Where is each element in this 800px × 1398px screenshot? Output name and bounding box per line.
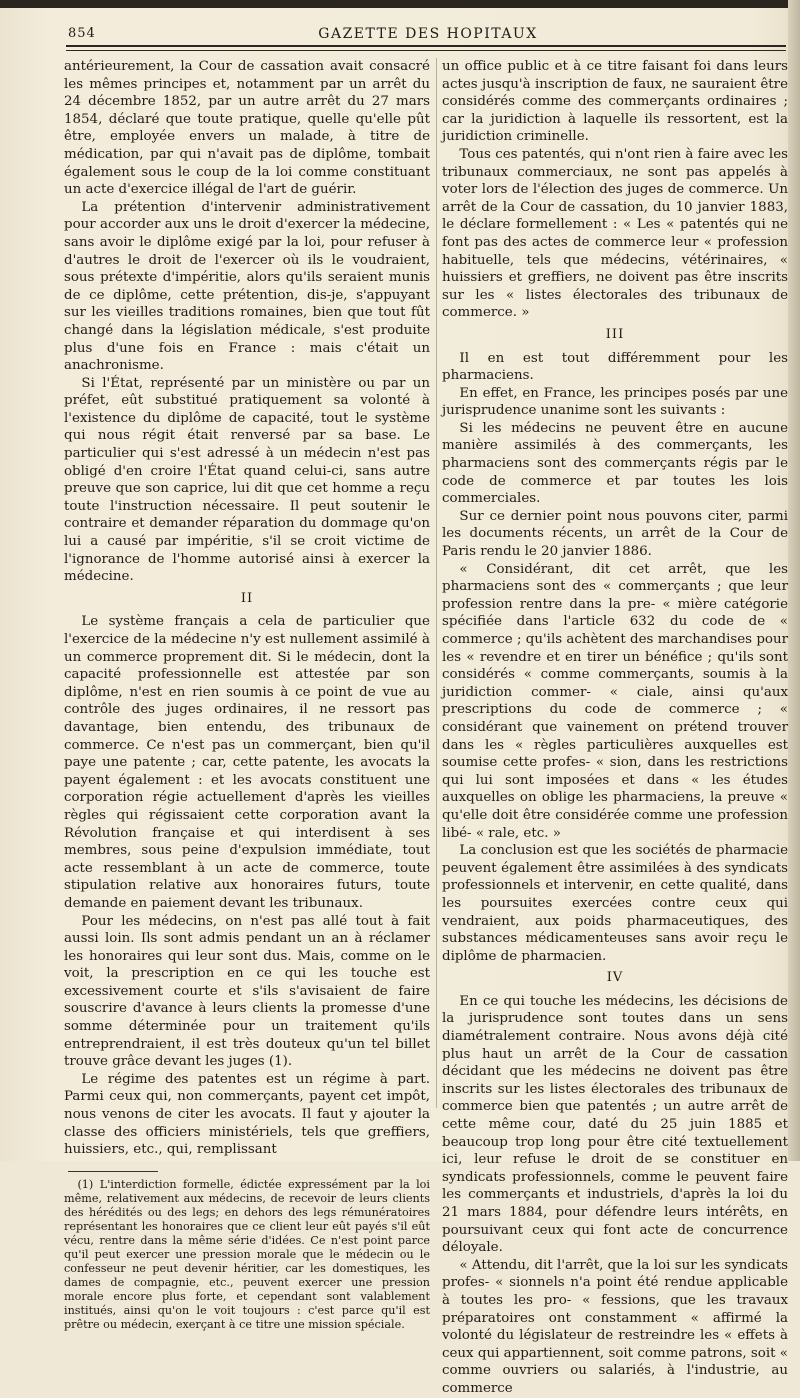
header-rule xyxy=(66,45,786,51)
section-heading-ii: II xyxy=(240,590,254,606)
page-edge xyxy=(788,0,800,1161)
paragraph: Le système français a cela de particulier que l'exercice de la médecine n'y est nullement assimilé à un commerce proprement dit. Si le médecin, dont la capacité professionnelle est attestée par son diplôme, n'est en rien soumis à ce point de vue au contrôle des juges ordinaires, il ne ressort pas davantage, bien entendu, des tribunaux de commerce. Ce n'est pas un commerçant, bien qu'il paye une patente ; car, cette patente, les avocats la payent également : et les avocats constituent une corporation régie actuellement d'après les vieilles règles qui régissaient cette corporation avant la Révolution française et qui interdisent à ses membres, sous peine d'expulsion immédiate, tout acte ressemblant à un acte de commerce, toute stipulation relative aux honoraires futurs, toute demande en paiement devant les tribunaux. xyxy=(64,614,430,911)
page-number: 854 xyxy=(68,26,96,41)
paragraph: La conclusion est que les sociétés de pharmacie peuvent également être assimilées à des syndicats professionnels et intervenir, en cette qualité, dans les poursuites exercées contre ceux qui vendraient, aux poids pharmaceutiques, des substances médicamenteuses sans avoir reçu le diplôme de pharmacien. xyxy=(442,843,788,964)
section-heading-iii: III xyxy=(605,326,625,342)
paragraph: Si les médecins ne peuvent être en aucune manière assimilés à des commerçants, les pharmaciens sont des commerçants régis par le code de commerce et par toutes les lois commerciales. xyxy=(442,420,788,507)
paragraph: un office public et à ce titre faisant foi dans leurs actes jusqu'à inscription de faux, ne sauraient être considérés comme des commerçants ordinaires ; car la juridiction à laquelle ils ressortent, est la juridiction criminelle. xyxy=(442,59,788,145)
footnote-text: (1) L'interdiction formelle, édictée expressément par la loi même, relativement aux médecins, de recevoir de leurs clients des hérédités ou des legs; en dehors des legs rémunératoires représentant les honoraires que ce client leur eût payés s'il eût vécu, rentre dans la même série d'idées. Ce n'est point parce qu'il peut exercer une pression morale que le médecin ou le confesseur ne peut devenir héritier, car les domestiques, les dames de compagnie, etc., peuvent exercer une pression morale encore plus forte, et cependant sont valablement institués, ainsi qu'on le voit toujours : c'est parce qu'il est prêtre ou médecin, exerçant à ce titre une mission spéciale. xyxy=(64,1177,430,1331)
quotation: « Considérant, dit cet arrêt, que les pharmaciens sont des « commerçants ; que leur profession rentre dans la pre- « mière catégorie spécifiée dans l'article 632 du code de « commerce ; qu'ils achètent des marchandises pour les « revendre et en tirer un bénéfice ; qu'ils sont considérés « comme commerçants, soumis à la juridiction commer- « ciale, ainsi qu'aux prescriptions du code de commerce ; « considérant que vainement on prétend trouver dans les « règles particulières auxquelles est soumise cette profes- « sion, dans les restrictions qui lui sont imposées et dans « les études auxquelles on oblige les pharmaciens, la preuve « qu'elle doit être considérée comme une profession libé- « rale, etc. » xyxy=(442,561,788,841)
scan-top-border xyxy=(0,0,800,8)
footnote xyxy=(64,1178,430,1332)
paragraph: Pour les médecins, on n'est pas allé tout à fait aussi loin. Ils sont admis pendant un an à réclamer les honoraires qui leur sont dus. Mais, comme on le voit, la prescription en ce qui les touche est excessivement courte et s'ils s'avisaient de faire souscrire d'avance à leurs clients la promesse d'une somme déterminée pour un traitement qu'ils entreprendraient, il est très douteux qu'un tel billet trouve grâce devant les juges (1). xyxy=(64,913,430,1070)
right-column xyxy=(442,58,788,1398)
paragraph: Tous ces patentés, qui n'ont rien à faire avec les tribunaux commerciaux, ne sont pas appelés à voter lors de l'élection des juges de commerce. Un arrêt de la Cour de cassation, du 10 janvier 1883, le déclare formellement : « Les « patentés qui ne font pas des actes de commerce leur « profession habituelle, tels que médecins, vétérinaires, « huissiers et greffiers, ne doivent pas être inscrits sur les « listes électorales des tribunaux de commerce. » xyxy=(442,146,788,321)
column-divider xyxy=(436,58,437,1108)
running-title: GAZETTE DES HOPITAUX xyxy=(318,26,538,42)
paragraph: En ce qui touche les médecins, les décisions de la jurisprudence sont toutes dans un sens diamétralement contraire. Nous avons déjà cité plus haut un arrêt de la Cour de cassation décidant que les médecins ne doivent pas être inscrits sur les listes électorales des tribunaux de commerce bien que patentés ; un autre arrêt de cette même cour, daté du 25 juin 1885 et beaucoup trop long pour être cité textuellement ici, leur refuse le droit de se constituer en syndicats professionnels, comme le peuvent faire les commerçants et industriels, d'après la loi du 21 mars 1884, pour défendre leurs intérêts, en poursuivant ceux qui font acte de concurrence déloyale. xyxy=(442,993,788,1256)
left-column xyxy=(64,58,430,1332)
quotation: « Attendu, dit l'arrêt, que la loi sur les syndicats profes- « sionnels n'a point été rendue applicable à toutes les pro- « fessions, que les travaux préparatoires ont constamment « affirmé la volonté du législateur de restreindre les « effets à ceux qui appartiennent, soit comme patrons, soit « comme ouvriers ou salariés, à l'industrie, au commerce xyxy=(442,1257,788,1396)
paragraph: Le régime des patentes est un régime à part. Parmi ceux qui, non commerçants, payent cet impôt, nous venons de citer les avocats. Il faut y ajouter la classe des officiers ministériels, tels que greffiers, huissiers, etc., qui, remplissant xyxy=(64,1071,430,1158)
paragraph: Sur ce dernier point nous pouvons citer, parmi les documents récents, un arrêt de la Cour de Paris rendu le 20 janvier 1886. xyxy=(442,508,788,560)
section-heading-iv: IV xyxy=(606,970,624,986)
paragraph: Il en est tout différemment pour les pharmaciens. xyxy=(442,350,788,384)
footnote-rule xyxy=(68,1171,158,1172)
paragraph: En effet, en France, les principes posés par une jurisprudence unanime sont les suivants : xyxy=(442,385,788,419)
paragraph: La prétention d'intervenir administrativement pour accorder aux uns le droit d'exercer la médecine, sans avoir le diplôme exigé par la loi, pour refuser à d'autres le droit de l'exercer où ils le voudraient, sous prétexte d'impéritie, alors qu'ils seraient munis de ce diplôme, cette prétention, dis-je, s'appuyant sur les vieilles traditions romaines, bien que tout fût changé dans la législation médicale, s'est produite plus d'une fois en France : mais c'était un anachronisme. xyxy=(64,199,430,374)
page-header xyxy=(68,20,788,46)
paragraph: Si l'État, représenté par un ministère ou par un préfet, eût substitué pratiquement sa volonté à l'existence du diplôme de capacité, tout le système qui nous régit était renversé par sa base. Le particulier qui s'est adressé à un médecin n'est pas obligé d'en croire l'État quand celui-ci, sans autre preuve que son caprice, lui dit que cet homme a reçu toute l'instruction nécessaire. Il peut soutenir le contraire et demander réparation du dommage qu'on lui a causé par impéritie, s'il se croit victime de l'ignorance de l'homme autorisé ainsi à exercer la médecine. xyxy=(64,375,430,585)
paragraph: antérieurement, la Cour de cassation avait consacré les mêmes principes et, notamment par un arrêt du 24 décembre 1852, par un autre arrêt du 27 mars 1854, déclaré que toute pratique, quelle qu'elle pût être, employée envers un malade, à titre de médication, par qui n'avait pas de diplôme, tombait également sous le coup de la loi comme constituant un acte d'exercice illégal de l'art de guérir. xyxy=(64,59,430,198)
